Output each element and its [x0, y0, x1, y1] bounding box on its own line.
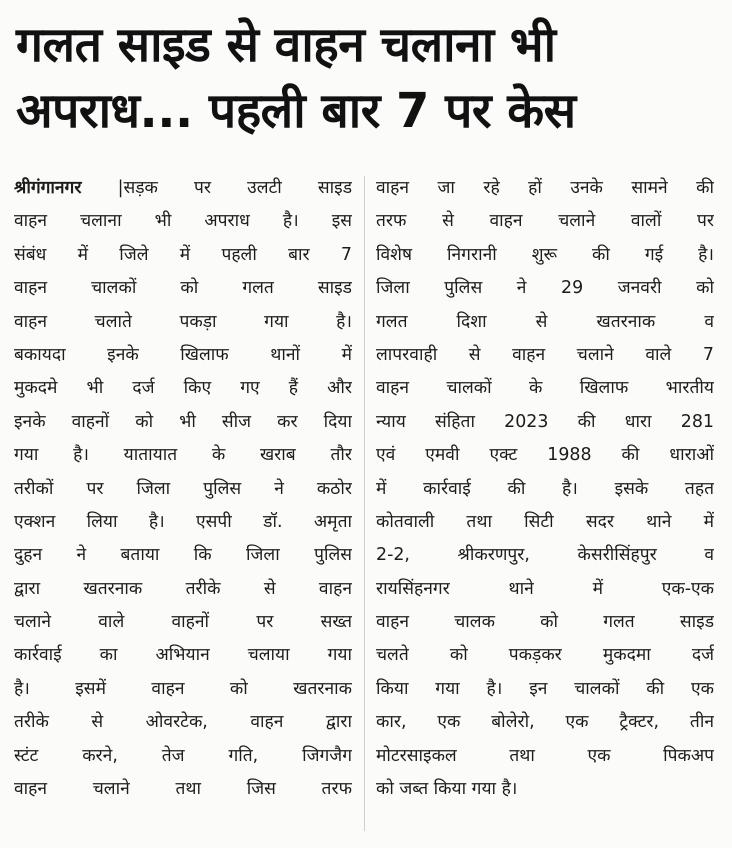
article-line: चलाने वाले वाहनों पर सख्त — [14, 612, 352, 633]
article-line: विशेष निगरानी शुरू की गई है। — [376, 244, 714, 265]
article-line: न्याय संहिता 2023 की धारा 281 — [376, 411, 714, 432]
article-line: जिला पुलिस ने 29 जनवरी को — [376, 278, 714, 299]
article-line: 2-2, श्रीकरणपुर, केसरीसिंहपुर व — [376, 545, 714, 566]
article-line: को जब्त किया गया है। — [376, 779, 518, 800]
article-line: वाहन चालकों के खिलाफ भारतीय — [376, 378, 714, 399]
article-line: संबंध में जिले में पहली बार 7 — [14, 244, 352, 265]
article-line: इनके वाहनों को भी सीज कर दिया — [14, 411, 352, 432]
article-line: द्वारा खतरनाक तरीके से वाहन — [14, 578, 352, 599]
article-line: तरीकों पर जिला पुलिस ने कठोर — [14, 478, 352, 499]
dateline-separator: | — [81, 178, 124, 198]
article-line: एक्शन लिया है। एसपी डॉ. अमृता — [14, 511, 352, 532]
article-line: वाहन चलाना भी अपराध है। इस — [14, 211, 352, 232]
article-line: किया गया है। इन चालकों की एक — [376, 678, 714, 699]
article-line: है। इसमें वाहन को खतरनाक — [14, 678, 352, 699]
article-line: मुकदमे भी दर्ज किए गए हैं और — [14, 378, 352, 399]
article-body — [14, 172, 718, 840]
article-line: कोतवाली तथा सिटी सदर थाने में — [376, 511, 714, 532]
article-line: वाहन चलाने तथा जिस तरफ — [14, 779, 352, 800]
headline — [16, 12, 716, 144]
article-line: स्टंट करने, तेज गति, जिगजैग — [14, 745, 352, 766]
article-line: चलते को पकड़कर मुकदमा दर्ज — [376, 645, 714, 666]
headline-line-2: अपराध... पहली बार 7 पर केस — [16, 83, 576, 139]
article-line-text: सड़क पर उलटी साइड — [123, 178, 352, 198]
article-line: कार, एक बोलेरो, एक ट्रैक्टर, तीन — [376, 712, 714, 733]
article-line: वाहन जा रहे हों उनके सामने की — [376, 178, 714, 198]
article-line: बकायदा इनके खिलाफ थानों में — [14, 344, 352, 365]
article-line: लापरवाही से वाहन चलाने वाले 7 — [376, 344, 714, 365]
dateline: श्रीगंगानगर — [14, 178, 82, 198]
article-line: मोटरसाइकल तथा एक पिकअप — [376, 745, 714, 766]
column-divider — [364, 176, 365, 831]
article-line: गलत दिशा से खतरनाक व — [376, 311, 714, 332]
article-line: रायसिंहनगर थाने में एक-एक — [376, 578, 714, 599]
article-line: में कार्रवाई की है। इसके तहत — [376, 478, 714, 499]
article-line — [14, 172, 352, 205]
article-line: वाहन चालकों को गलत साइड — [14, 278, 352, 299]
headline-line-1: गलत साइड से वाहन चलाना भी — [16, 17, 556, 73]
article-line: कार्रवाई का अभियान चलाया गया — [14, 645, 352, 666]
article-line: एवं एमवी एक्ट 1988 की धाराओं — [376, 445, 714, 466]
article-line: वाहन चलाते पकड़ा गया है। — [14, 311, 352, 332]
article-column-left — [14, 172, 352, 806]
article-line: तरफ से वाहन चलाने वालों पर — [376, 211, 714, 232]
article-line: गया है। यातायात के खराब तौर — [14, 445, 352, 466]
article-line: वाहन चालक को गलत साइड — [376, 612, 714, 633]
article-line: तरीके से ओवरटेक, वाहन द्वारा — [14, 712, 352, 733]
article-line: दुहन ने बताया कि जिला पुलिस — [14, 545, 352, 566]
article-column-right — [376, 172, 714, 806]
